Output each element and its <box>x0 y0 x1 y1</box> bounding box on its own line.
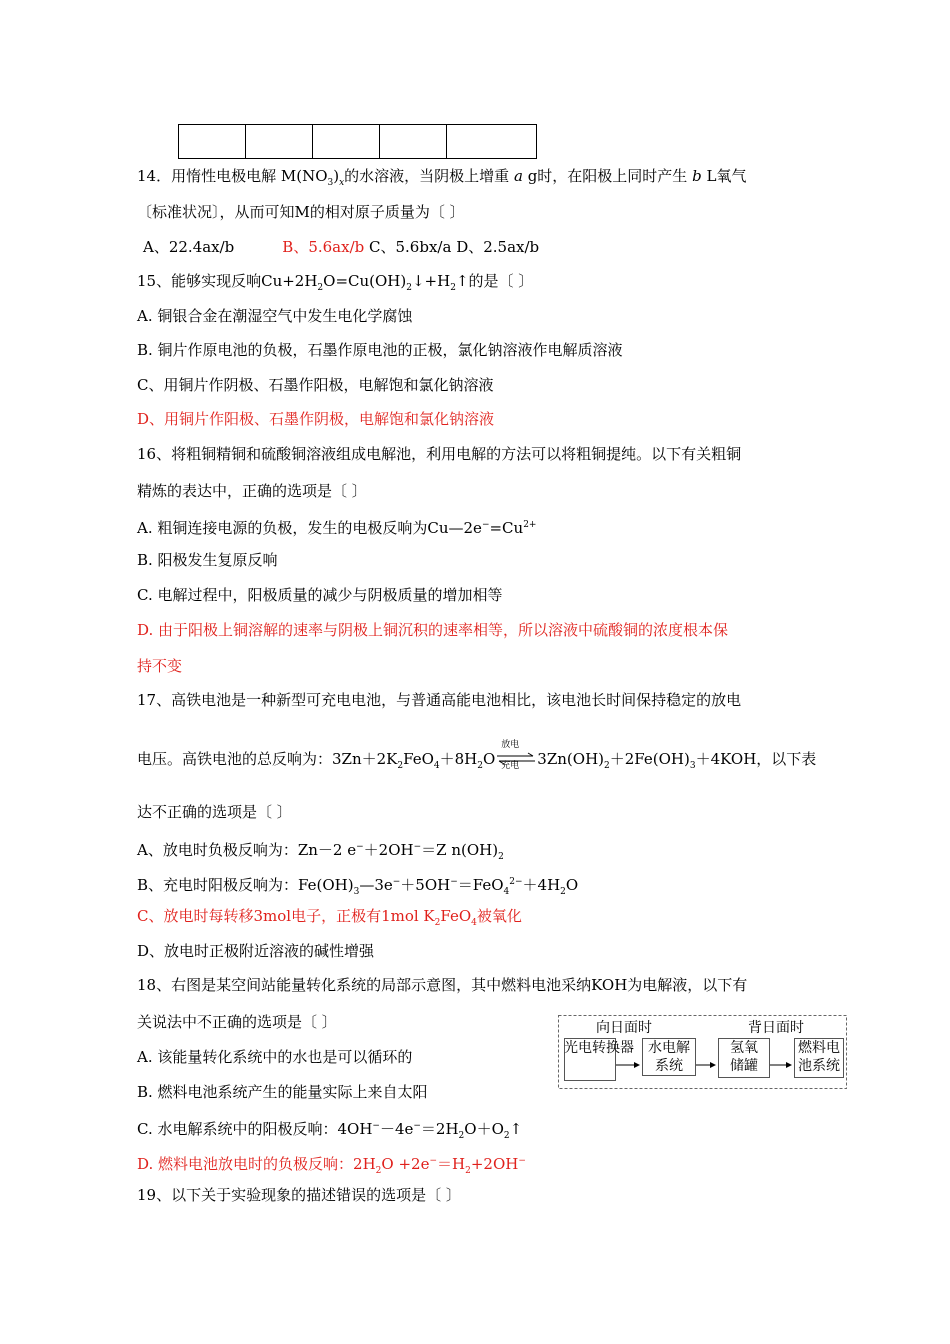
q16-option-b: B. 阳极发生复原反响 <box>137 551 278 569</box>
q18-option-b: B. 燃料电池系统产生的能量实际上来自太阳 <box>137 1083 428 1101</box>
q15-option-b: B. 铜片作原电池的负极，石墨作原电池的正极，氯化钠溶液作电解质溶液 <box>137 341 623 359</box>
q18-option-c: C. 水电解系统中的阳极反响：$4OH^--4e^-=2H_2O+O_2↑$ <box>137 1120 523 1141</box>
energy-system-diagram <box>558 1015 847 1089</box>
shade-side-label: 背日面时 <box>748 1020 804 1036</box>
table-cell <box>246 125 313 159</box>
q17-option-c: C、放电时每转移3mol电子，正极有1mol $K_2FeO_4$被氧化 <box>137 907 522 928</box>
q14-stem-line2: 〔标准状况〕，从而可知M的相对原子质量为〔 〕 <box>137 203 465 221</box>
q17-option-b: B、充电时阳极反响为：$Fe(OH)_3—3e^-+5OH^-=FeO_4^{2-}+4H_2O$ <box>137 876 579 897</box>
reversible-arrow: 放电 充电 <box>495 750 537 770</box>
sunny-side-label: 向日面时 <box>596 1020 652 1036</box>
q18-stem-line1: 18、右图是某空间站能量转化系统的局部示意图，其中燃料电池采纳KOH为电解液，以下有 <box>137 976 748 994</box>
hydrogen-oxygen-tank-box: 氢氧 储罐 <box>718 1038 770 1078</box>
q18-stem-line2: 关说法中不正确的选项是〔 〕 <box>137 1013 337 1031</box>
q16-option-d-line2: 持不变 <box>137 657 183 675</box>
table-cell <box>380 125 447 159</box>
q17-stem-line2: 电压。高铁电池的总反响为：$3Zn+2K_2FeO_4+8H_2O$ 放电 充电 $3Zn(OH)_2+2Fe(OH)_3+4KOH$，以下表 <box>137 740 817 771</box>
q18-option-d: D. 燃料电池放电时的负极反响：$2H_2O +2e^-=H_2+2OH^-$ <box>137 1155 526 1176</box>
table-cell <box>313 125 380 159</box>
q16-option-a: A. 粗铜连接电源的负极，发生的电极反响为$Cu—2e^-=Cu^{2+}$ <box>137 519 537 537</box>
table-cell <box>179 125 246 159</box>
q17-option-d: D、放电时正极附近溶液的碱性增强 <box>137 942 375 960</box>
q14-options: A、22.4ax/b B、5.6ax/b C、5.6bx/a D、2.5ax/b <box>143 238 540 256</box>
q15-option-c: C、用铜片作阴极、石墨作阳极，电解饱和氯化钠溶液 <box>137 376 494 394</box>
table-cell <box>447 125 537 159</box>
q15-option-a: A. 铜银合金在潮湿空气中发生电化学腐蚀 <box>137 307 413 325</box>
photoelectric-converter-box: 光电转换器 <box>564 1038 616 1081</box>
q18-option-a: A. 该能量转化系统中的水也是可以循环的 <box>137 1048 413 1066</box>
fuel-cell-system-box: 燃料电 池系统 <box>794 1038 844 1078</box>
q17-option-a: A、放电时负极反响为：Zn－2 e−＋2OH−＝Z $n(OH)_2$ <box>137 841 504 862</box>
q14-stem-line1: 14．用惰性电极电解 $M(NO_3)_x$的水溶液，当阴极上增重 a g时，在阳极上同时产生 b L氧气 <box>137 167 747 188</box>
q19-stem: 19、以下关于实验现象的描述错误的选项是〔 〕 <box>137 1186 461 1204</box>
q16-option-d-line1: D. 由于阳极上铜溶解的速率与阴极上铜沉积的速率相等，所以溶液中硫酸铜的浓度根本保 <box>137 621 729 639</box>
q17-stem-line1: 17、高铁电池是一种新型可充电电池，与普通高能电池相比，该电池长时间保持稳定的放电 <box>137 691 742 709</box>
q17-stem-line3: 达不正确的选项是〔 〕 <box>137 803 292 821</box>
q15-option-d: D、用铜片作阳极、石墨作阴极，电解饱和氯化钠溶液 <box>137 410 495 428</box>
answer-table <box>178 124 537 159</box>
q15-stem: 15、能够实现反响$Cu+2H_2O=Cu(OH)_2↓+H_2↑$的是〔 〕 <box>137 272 534 293</box>
q16-stem-line1: 16、将粗铜精铜和硫酸铜溶液组成电解池，利用电解的方法可以将粗铜提纯。以下有关粗铜 <box>137 445 742 463</box>
q16-stem-line2: 精炼的表达中，正确的选项是〔 〕 <box>137 482 367 500</box>
q16-option-c: C. 电解过程中，阳极质量的减少与阴极质量的增加相等 <box>137 586 503 604</box>
water-electrolysis-box: 水电解 系统 <box>642 1038 696 1076</box>
